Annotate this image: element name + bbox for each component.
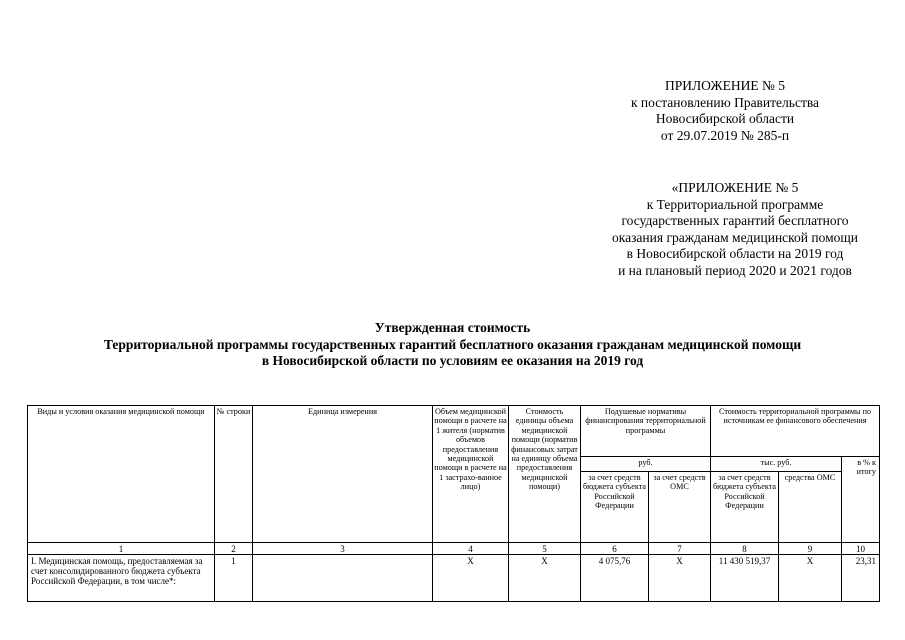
appendix2-line: государственных гарантий бесплатного — [621, 213, 849, 228]
appendix2-line: оказания гражданам медицинской помощи — [611, 229, 859, 245]
row-cost: Х — [509, 555, 581, 602]
header-oms-total: средства ОМС — [779, 472, 842, 543]
appendix1-line: к постановлению Правительства — [630, 94, 820, 110]
appendix1-line: Новосибирской области — [655, 111, 795, 126]
column-index: 8 — [711, 543, 779, 555]
appendix-header-resolution — [610, 78, 840, 144]
table-row — [28, 555, 880, 602]
column-index: 2 — [215, 543, 253, 555]
header-cost: Стоимость единицы объема медицинской помощи (норматив финансовых затрат на единицу объема предоставления медицинской помощи) — [509, 406, 581, 543]
row-budget-per-capita: 4 075,76 — [581, 555, 649, 602]
column-index: 5 — [509, 543, 581, 555]
column-index: 1 — [28, 543, 215, 555]
cost-table — [27, 405, 880, 602]
document-title — [30, 320, 875, 370]
header-kinds: Виды и условия оказания медицинской помощи — [28, 406, 215, 543]
header-budget-total: за счет средств бюджета субъекта Российской Федерации — [711, 472, 779, 543]
row-percent: 23,31 — [842, 555, 880, 602]
appendix1-line: от 29.07.2019 № 285-п — [660, 127, 790, 143]
header-rub: руб. — [581, 457, 711, 472]
title-line: Утвержденная стоимость — [374, 320, 531, 335]
header-oms-per-capita: за счет средств ОМС — [649, 472, 711, 543]
header-thous-rub: тыс. руб. — [711, 457, 842, 472]
row-oms-total: Х — [779, 555, 842, 602]
title-line: в Новосибирской области по условиям ее оказания на 2019 год — [261, 353, 644, 368]
appendix-header-program — [590, 180, 880, 279]
row-unit — [253, 555, 433, 602]
appendix1-line: ПРИЛОЖЕНИЕ № 5 — [664, 78, 786, 93]
column-index: 6 — [581, 543, 649, 555]
row-oms-per-capita: Х — [649, 555, 711, 602]
header-row-no: № строки — [215, 406, 253, 543]
column-index: 7 — [649, 543, 711, 555]
column-index: 3 — [253, 543, 433, 555]
appendix2-line: к Территориальной программе — [646, 196, 824, 212]
column-index: 10 — [842, 543, 880, 555]
title-line: Территориальной программы государственных гарантий бесплатного оказания гражданам медицинской помощи — [103, 336, 802, 352]
column-index: 4 — [433, 543, 509, 555]
header-program-cost: Стоимость территориальной программы по источникам ее финансового обеспечения — [711, 406, 880, 457]
header-percent: в % к итогу — [842, 457, 880, 543]
row-volume: Х — [433, 555, 509, 602]
appendix2-line: в Новосибирской области на 2019 год — [626, 246, 844, 261]
column-index-row — [28, 543, 880, 555]
appendix2-line: и на плановый период 2020 и 2021 годов — [618, 262, 852, 278]
row-budget-total: 11 430 519,37 — [711, 555, 779, 602]
header-budget-per-capita: за счет средств бюджета субъекта Российской Федерации — [581, 472, 649, 543]
row-name: I. Медицинская помощь, предоставляемая за счет консолидированного бюджета субъекта Российской Федерации, в том числе*: — [28, 555, 215, 602]
header-unit: Единица измерения — [253, 406, 433, 543]
row-number: 1 — [215, 555, 253, 602]
header-volume: Объем медицинской помощи в расчете на 1 жителя (норматив объемов предоставления медицинской помощи в расчете на 1 застрахо-ванное лицо) — [433, 406, 509, 543]
appendix2-line: «ПРИЛОЖЕНИЕ № 5 — [671, 180, 799, 195]
header-per-capita: Подушевые нормативы финансирования территориальной программы — [581, 406, 711, 457]
column-index: 9 — [779, 543, 842, 555]
